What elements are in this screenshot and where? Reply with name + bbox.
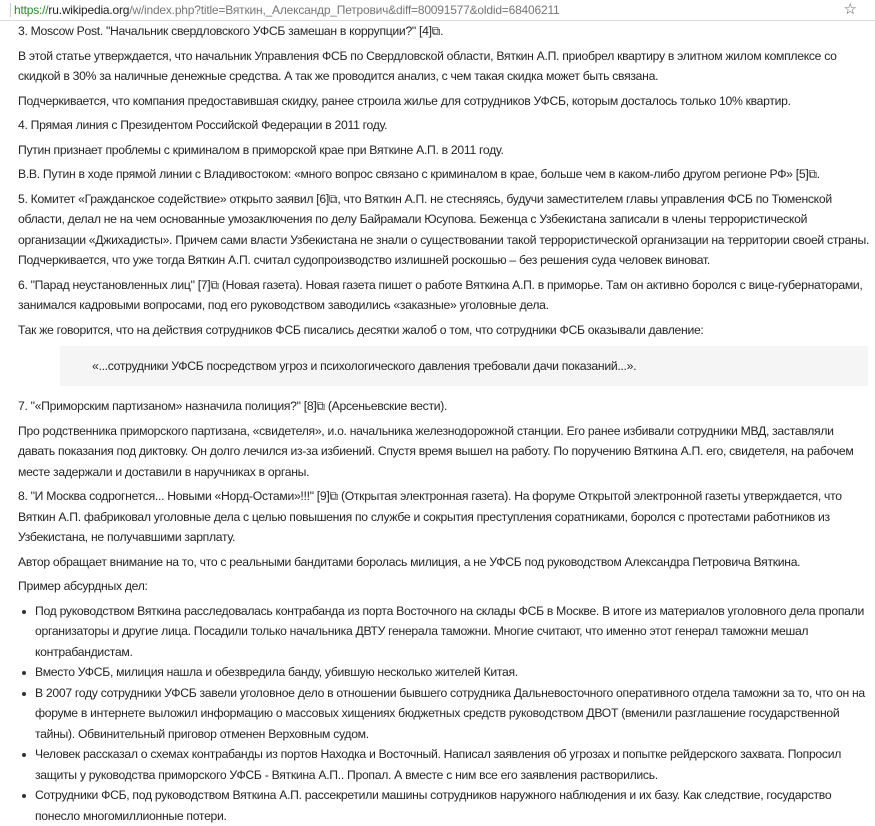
text-line: В этой статье утверждается, что начальник Управления ФСБ по Свердловской области, Вяткин А.П. приобрел квартиру в элитном жилом комплексе со <box>18 46 868 67</box>
text-line: тайны). Обвинительный приговор отменен Верховным судом. <box>35 724 868 745</box>
text-line: организации «Джихадисты». Причем сами власти Узбекистана не знали о существовании такой террористической организации на территории своей страны. <box>18 230 868 251</box>
text-line: Сотрудники ФСБ, под руководством Вяткина А.П. рассекретили машины сотрудников наружного наблюдения и их базу. Как следствие, государство <box>35 785 868 806</box>
text-line: 3. Moscow Post. "Начальник свердловского УФСБ замешан в коррупции?" [4]⧉. <box>18 21 868 42</box>
text-line: 4. Прямая линия с Президентом Российской Федерации в 2011 году. <box>18 115 868 136</box>
text-line: месте задержали и доставили в наручниках в органы. <box>18 462 868 483</box>
paragraph <box>18 486 868 548</box>
text-line: Путин признает проблемы с криминалом в приморской крае при Вяткине А.П. в 2011 году. <box>18 140 868 161</box>
paragraph <box>18 115 868 136</box>
list-item <box>18 785 868 826</box>
url-text[interactable]: https://ru.wikipedia.org/w/index.php?title=Вяткин,_Александр_Петрович&diff=80091577&oldid=68406211 <box>10 3 560 17</box>
example-list <box>18 601 868 826</box>
text-line: Подчеркивается, что уже тогда Вяткин А.П. считал судопроизводство излишней роскошью – без решения суда человек виноват. <box>18 250 868 271</box>
text-line: Вместо УФСБ, милиция нашла и обезвредила банду, убившую несколько жителей Китая. <box>35 662 868 683</box>
text-line: контрабандистам. <box>35 642 868 663</box>
text-line: 8. "И Москва содрогнется... Новыми «Норд-Остами»!!!" [9]⧉ (Открытая электронная газета). На форуме Открытой электронной газеты утверждается, что <box>18 486 868 507</box>
list-item <box>18 601 868 663</box>
text-line: 6. "Парад неустановленных лиц" [7]⧉ (Новая газета). Новая газета пишет о работе Вяткина А.П. в приморье. Там он активно боролся с вице-губернаторами, <box>18 275 868 296</box>
text-line: Автор обращает внимание на то, что с реальными бандитами боролась милиция, а не УФСБ под руководством Александра Петровича Вяткина. <box>18 552 868 573</box>
paragraph <box>18 140 868 161</box>
text-line: скидкой в 30% за наличные денежные средства. А так же проводится анализ, с чем такая скидка может быть связана. <box>18 66 868 87</box>
paragraph <box>18 396 868 417</box>
paragraph <box>18 189 868 271</box>
list-item <box>18 662 868 683</box>
text-line: форуме в интернете выложил информацию о массовых хищениях бюджетных средств руководством ДВОТ (вменили разглашение государственной <box>35 703 868 724</box>
blockquote: «...сотрудники УФСБ посредством угроз и психологического давления требовали дачи показаний...». <box>60 346 868 386</box>
list-item <box>18 744 868 785</box>
paragraph <box>18 576 868 597</box>
paragraph <box>18 320 868 341</box>
paragraph <box>18 552 868 573</box>
text-line: организаторы и другие лица. Посадили только начальника ДВТУ генерала таможни. Многие считают, что именно этот генерал таможни мешал <box>35 621 868 642</box>
text-line: защиты у руководства приморского УФСБ - Вяткина А.П.. Пропал. А вместе с ним все его заявления растворились. <box>35 765 868 786</box>
text-line: давать показания под диктовку. Он долго лечился из-за избиений. Спустя время вышел на работу. По поручению Вяткина А.П. его, свидетеля, на рабочем <box>18 441 868 462</box>
article-content <box>18 21 868 826</box>
text-line: Вяткин А.П. фабриковал уголовные дела с целью повышения по службе и сокрытия преступления соратниками, боролся с протестами работников из <box>18 507 868 528</box>
text-line: 7. "«Приморским партизаном» назначила полиция?" [8]⧉ (Арсеньевские вести). <box>18 396 868 417</box>
text-line: В 2007 году сотрудники УФСБ завели уголовное дело в отношении бывшего сотрудника Дальневосточного оперативного отдела таможни за то, что он на <box>35 683 868 704</box>
list-item <box>18 683 868 745</box>
paragraph <box>18 275 868 316</box>
text-line: занимался кадровыми вопросами, под его руководством заводились «заказные» уголовные дела. <box>18 295 868 316</box>
paragraph <box>18 421 868 483</box>
star-icon[interactable]: ☆ <box>844 0 857 18</box>
paragraph <box>18 164 868 185</box>
text-line: Подчеркивается, что компания предоставившая скидку, ранее строила жилье для сотрудников УФСБ, которым досталось только 10% квартир. <box>18 91 868 112</box>
text-line: Узбекистана, не получавшими зарплату. <box>18 527 868 548</box>
text-line: Под руководством Вяткина расследовалась контрабанда из порта Восточного на склады ФСБ в Москве. В итоге из материалов уголовного дела пропали <box>35 601 868 622</box>
text-line: Про родственника приморского партизана, «свидетеля», и.о. начальника железнодорожной станции. Его ранее избивали сотрудники МВД, заставляли <box>18 421 868 442</box>
text-line: В.В. Путин в ходе прямой линии с Владивостоком: «много вопрос связано с криминалом в крае, больше чем в каком-либо другом регионе РФ» [5]⧉. <box>18 164 868 185</box>
text-line: понесло многомиллионные потери. <box>35 806 868 826</box>
address-bar[interactable] <box>0 0 875 21</box>
paragraph <box>18 46 868 87</box>
paragraph <box>18 91 868 112</box>
text-line: Человек рассказал о схемах контрабанды из портов Находка и Восточный. Написал заявления об угрозах и попытке рейдерского захвата. Попросил <box>35 744 868 765</box>
text-line: Так же говорится, что на действия сотрудников ФСБ писались десятки жалоб о том, что сотрудники ФСБ оказывали давление: <box>18 320 868 341</box>
text-line: Пример абсурдных дел: <box>18 576 868 597</box>
text-line: области, делал не на чем основанные умозаключения по делу Байрамали Юсупова. Беженца с Узбекистана записали в члены террористической <box>18 209 868 230</box>
text-line: 5. Комитет «Гражданское содействие» открыто заявил [6]⧉, что Вяткин А.П. не стесняясь, будучи заместителем главы управления ФСБ по Тюменской <box>18 189 868 210</box>
paragraph <box>18 21 868 42</box>
